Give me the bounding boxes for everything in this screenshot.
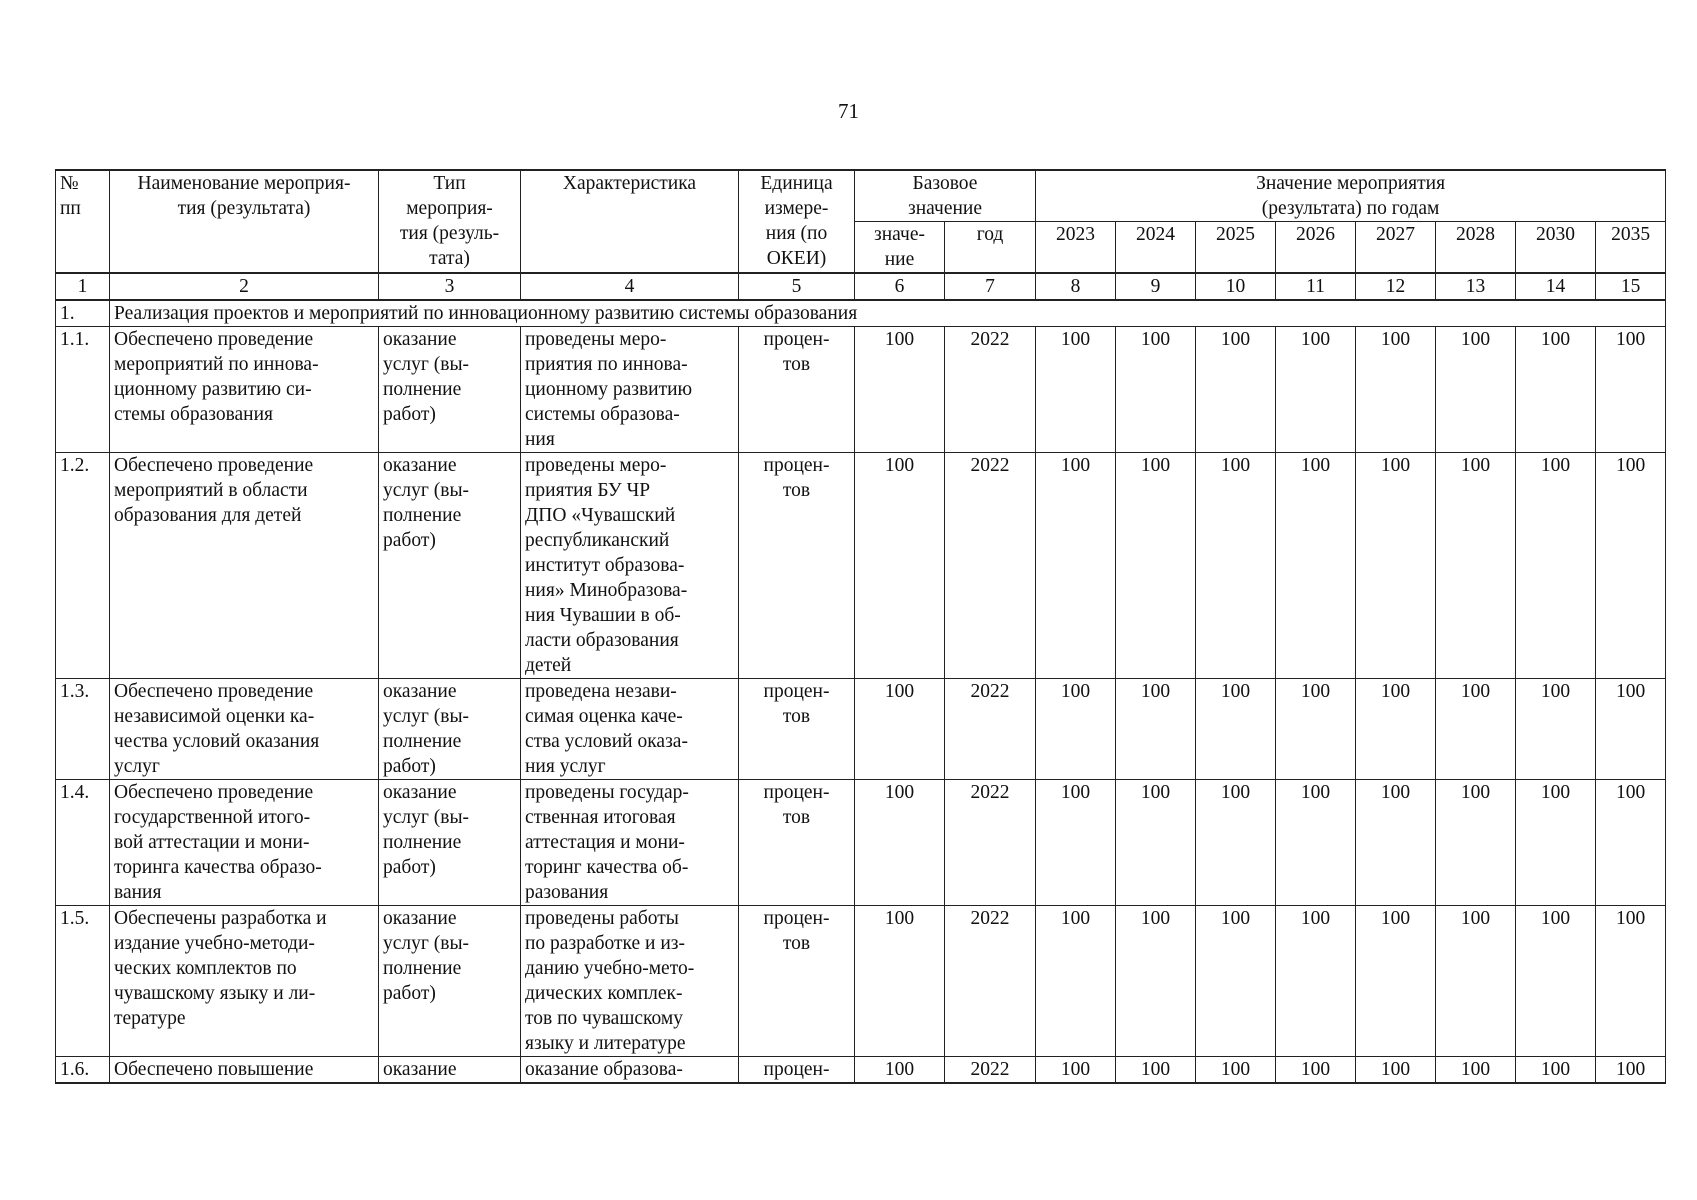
row-year-value: 100	[1356, 327, 1436, 453]
column-number: 11	[1276, 273, 1356, 300]
row-year-value: 100	[1116, 1057, 1196, 1084]
page-number: 71	[838, 99, 859, 123]
row-number: 1.6.	[56, 1057, 110, 1084]
row-year-value: 100	[1116, 453, 1196, 679]
row-type: оказание услуг (вы- полнение работ)	[379, 780, 521, 906]
row-base-year: 2022	[945, 679, 1036, 780]
row-year-value: 100	[1596, 679, 1666, 780]
row-year-value: 100	[1356, 453, 1436, 679]
row-type: оказание услуг (вы- полнение работ)	[379, 906, 521, 1057]
row-year-value: 100	[1116, 679, 1196, 780]
row-year-value: 100	[1196, 1057, 1276, 1084]
row-type: оказание услуг (вы- полнение работ)	[379, 453, 521, 679]
row-year-value: 100	[1116, 327, 1196, 453]
row-year-value: 100	[1436, 679, 1516, 780]
row-year-value: 100	[1436, 453, 1516, 679]
row-base-year: 2022	[945, 1057, 1036, 1084]
column-number: 8	[1036, 273, 1116, 300]
row-name: Обеспечено проведение мероприятий по иннова- ционному развитию си- стемы образования	[110, 327, 379, 453]
row-year-value: 100	[1276, 327, 1356, 453]
row-base-value: 100	[855, 1057, 945, 1084]
row-number: 1.4.	[56, 780, 110, 906]
header-name: Наименование мероприя- тия (результата)	[110, 170, 379, 273]
row-base-year: 2022	[945, 780, 1036, 906]
row-year-value: 100	[1596, 327, 1666, 453]
header-num: № пп	[56, 170, 110, 273]
header-year: 2025	[1196, 222, 1276, 274]
section-row	[56, 300, 1666, 327]
row-year-value: 100	[1196, 327, 1276, 453]
row-unit: процен- тов	[739, 679, 855, 780]
header-type: Тип мероприя- тия (резуль- тата)	[379, 170, 521, 273]
row-unit: процен-	[739, 1057, 855, 1084]
column-number: 7	[945, 273, 1036, 300]
row-year-value: 100	[1116, 906, 1196, 1057]
row-year-value: 100	[1196, 780, 1276, 906]
column-number: 3	[379, 273, 521, 300]
header-year: 2035	[1596, 222, 1666, 274]
row-year-value: 100	[1436, 327, 1516, 453]
table-row	[56, 679, 1666, 780]
row-year-value: 100	[1276, 679, 1356, 780]
header-characteristic: Характеристика	[521, 170, 739, 273]
row-year-value: 100	[1436, 780, 1516, 906]
row-year-value: 100	[1036, 906, 1116, 1057]
row-year-value: 100	[1516, 780, 1596, 906]
row-year-value: 100	[1036, 1057, 1116, 1084]
row-year-value: 100	[1196, 906, 1276, 1057]
header-year: 2026	[1276, 222, 1356, 274]
row-year-value: 100	[1596, 780, 1666, 906]
row-year-value: 100	[1516, 453, 1596, 679]
row-year-value: 100	[1356, 780, 1436, 906]
row-unit: процен- тов	[739, 327, 855, 453]
header-unit: Единица измере- ния (по ОКЕИ)	[739, 170, 855, 273]
row-year-value: 100	[1516, 679, 1596, 780]
row-number: 1.2.	[56, 453, 110, 679]
row-base-value: 100	[855, 679, 945, 780]
row-characteristic: проведены государ- ственная итоговая аттестация и мони- торинг качества об- разования	[521, 780, 739, 906]
row-name: Обеспечено повышение	[110, 1057, 379, 1084]
column-number: 14	[1516, 273, 1596, 300]
row-year-value: 100	[1356, 1057, 1436, 1084]
row-name: Обеспечено проведение мероприятий в области образования для детей	[110, 453, 379, 679]
table-row	[56, 453, 1666, 679]
row-characteristic: оказание образова-	[521, 1057, 739, 1084]
column-number: 4	[521, 273, 739, 300]
row-characteristic: проведены меро- приятия по иннова- ционному развитию системы образова- ния	[521, 327, 739, 453]
table-body	[56, 327, 1666, 1084]
row-year-value: 100	[1356, 906, 1436, 1057]
row-year-value: 100	[1036, 327, 1116, 453]
row-number: 1.3.	[56, 679, 110, 780]
row-year-value: 100	[1276, 1057, 1356, 1084]
row-name: Обеспечено проведение независимой оценки ка- чества условий оказания услуг	[110, 679, 379, 780]
row-base-year: 2022	[945, 327, 1036, 453]
header-base: Базовое значение	[855, 170, 1036, 222]
row-type: оказание	[379, 1057, 521, 1084]
row-year-value: 100	[1436, 1057, 1516, 1084]
header-year: 2027	[1356, 222, 1436, 274]
row-base-value: 100	[855, 780, 945, 906]
row-base-value: 100	[855, 327, 945, 453]
row-number: 1.1.	[56, 327, 110, 453]
row-unit: процен- тов	[739, 780, 855, 906]
row-name: Обеспечено проведение государственной итого- вой аттестации и мони- торинга качества образо- вания	[110, 780, 379, 906]
row-year-value: 100	[1116, 780, 1196, 906]
row-year-value: 100	[1276, 780, 1356, 906]
row-year-value: 100	[1516, 906, 1596, 1057]
section-title: Реализация проектов и мероприятий по инновационному развитию системы образования	[110, 300, 1666, 327]
row-year-value: 100	[1196, 679, 1276, 780]
column-number: 10	[1196, 273, 1276, 300]
section-number: 1.	[56, 300, 110, 327]
row-number: 1.5.	[56, 906, 110, 1057]
table-row	[56, 906, 1666, 1057]
row-year-value: 100	[1036, 679, 1116, 780]
column-number: 9	[1116, 273, 1196, 300]
row-characteristic: проведены меро- приятия БУ ЧР ДПО «Чувашский республиканский институт образова- ния» Минобразова- ния Чувашии в об- ласти образования детей	[521, 453, 739, 679]
row-characteristic: проведены работы по разработке и из- данию учебно-мето- дических комплек- тов по чувашскому языку и литературе	[521, 906, 739, 1057]
row-year-value: 100	[1596, 1057, 1666, 1084]
column-number: 15	[1596, 273, 1666, 300]
column-number: 5	[739, 273, 855, 300]
header-values-by-year: Значение мероприятия (результата) по годам	[1036, 170, 1666, 222]
header-year: 2024	[1116, 222, 1196, 274]
activities-table	[55, 169, 1666, 1084]
table-row	[56, 327, 1666, 453]
row-type: оказание услуг (вы- полнение работ)	[379, 327, 521, 453]
row-unit: процен- тов	[739, 906, 855, 1057]
header-base-value: значе- ние	[855, 222, 945, 274]
row-year-value: 100	[1036, 780, 1116, 906]
row-year-value: 100	[1596, 906, 1666, 1057]
row-year-value: 100	[1596, 453, 1666, 679]
row-year-value: 100	[1356, 679, 1436, 780]
column-number: 2	[110, 273, 379, 300]
row-characteristic: проведена незави- симая оценка каче- ства условий оказа- ния услуг	[521, 679, 739, 780]
column-number: 13	[1436, 273, 1516, 300]
header-year: 2028	[1436, 222, 1516, 274]
row-year-value: 100	[1196, 453, 1276, 679]
row-name: Обеспечены разработка и издание учебно-методи- ческих комплектов по чувашскому языку и ли- тературе	[110, 906, 379, 1057]
row-unit: процен- тов	[739, 453, 855, 679]
column-number: 6	[855, 273, 945, 300]
row-year-value: 100	[1516, 1057, 1596, 1084]
row-year-value: 100	[1276, 453, 1356, 679]
row-year-value: 100	[1036, 453, 1116, 679]
header-year: 2030	[1516, 222, 1596, 274]
table-row	[56, 1057, 1666, 1084]
row-type: оказание услуг (вы- полнение работ)	[379, 679, 521, 780]
column-number: 1	[56, 273, 110, 300]
header-row-1	[56, 170, 1666, 222]
column-number: 12	[1356, 273, 1436, 300]
column-numbers-row	[56, 273, 1666, 300]
row-base-year: 2022	[945, 453, 1036, 679]
row-year-value: 100	[1436, 906, 1516, 1057]
header-year: 2023	[1036, 222, 1116, 274]
row-base-value: 100	[855, 906, 945, 1057]
row-year-value: 100	[1516, 327, 1596, 453]
header-base-year: год	[945, 222, 1036, 274]
table-row	[56, 780, 1666, 906]
row-base-year: 2022	[945, 906, 1036, 1057]
row-base-value: 100	[855, 453, 945, 679]
row-year-value: 100	[1276, 906, 1356, 1057]
